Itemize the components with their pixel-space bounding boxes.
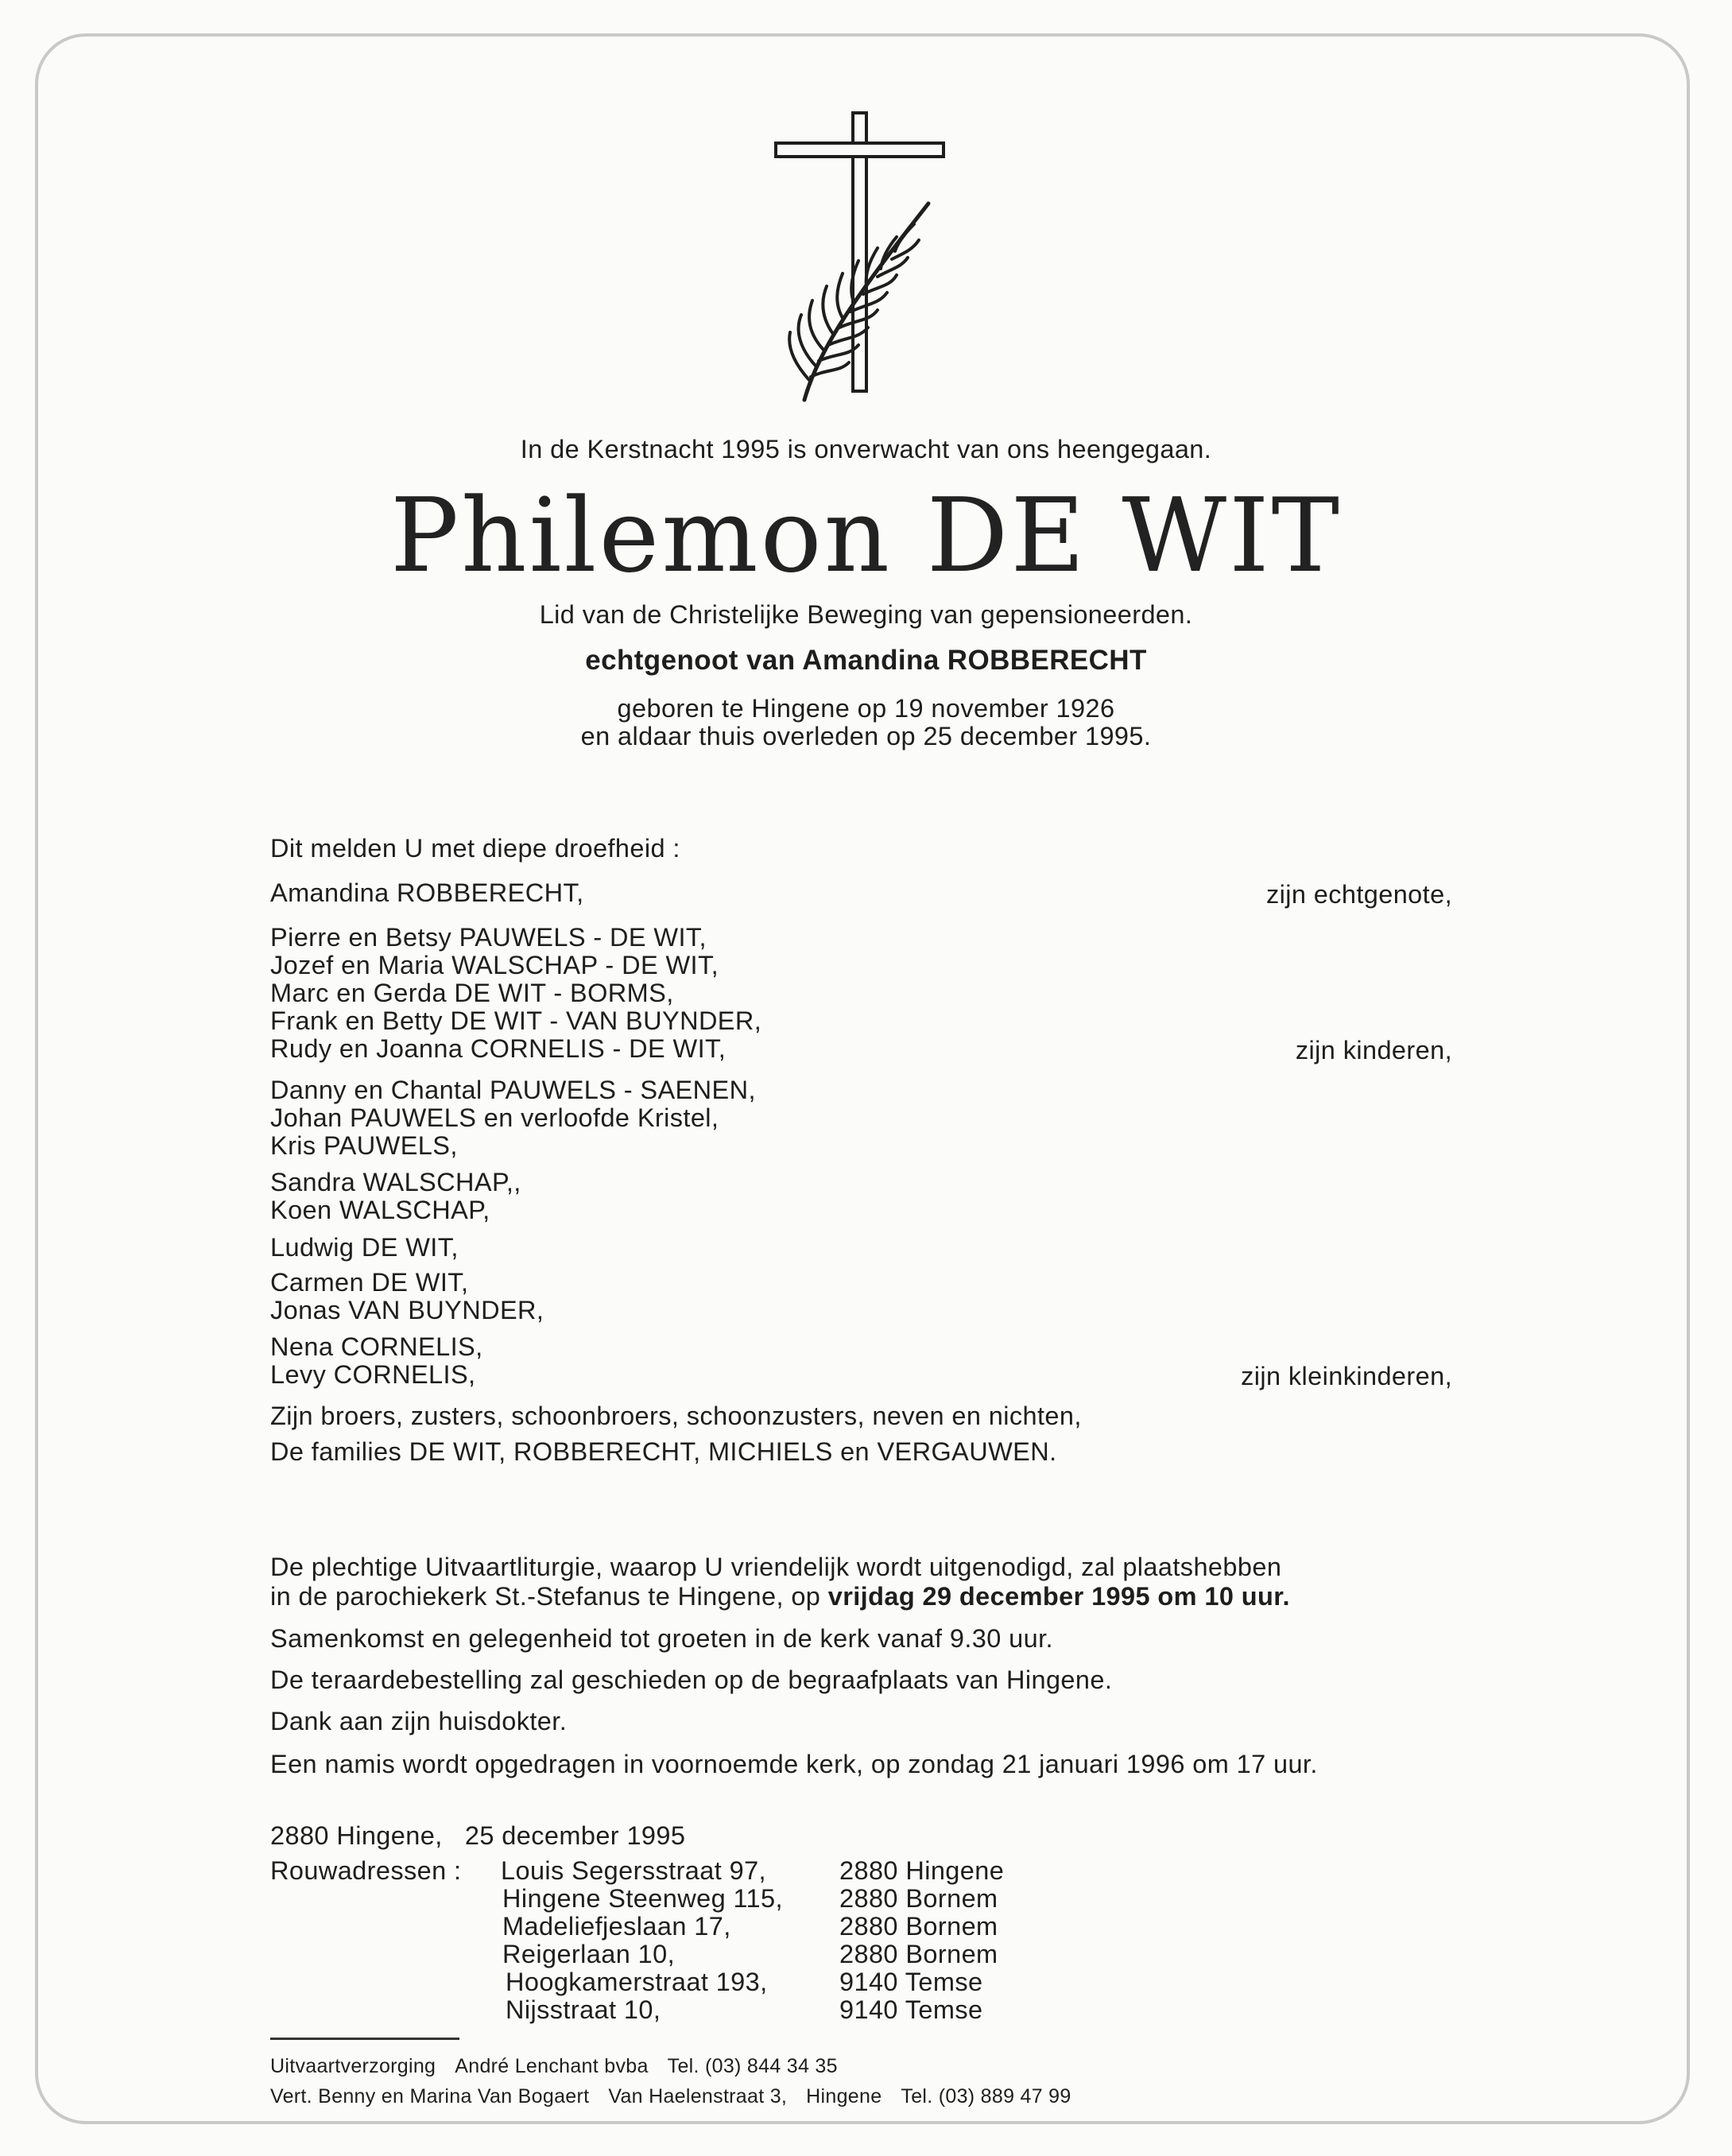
membership-text: Lid van de Christelijke Beweging van gepensioneerden. — [539, 600, 1193, 629]
death-text: en aldaar thuis overleden op 25 december 1995. — [580, 722, 1152, 750]
address-city: 9140 Temse — [839, 1968, 983, 1996]
role-children: zijn kinderen, — [1295, 1036, 1452, 1064]
family-grandchild: Jonas VAN BUYNDER, — [270, 1296, 544, 1324]
mass-text: Een namis wordt opgedragen in voornoemde kerk, op zondag 21 januari 1996 om 17 uur. — [270, 1750, 1318, 1778]
family-grandchild: Danny en Chantal PAUWELS - SAENEN, — [270, 1076, 756, 1104]
relatives-text: Zijn broers, zusters, schoonbroers, schoonzusters, neven en nichten, — [270, 1402, 1082, 1430]
service-datetime: vrijdag 29 december 1995 om 10 uur. — [827, 1582, 1290, 1611]
address-city: 2880 Bornem — [839, 1884, 998, 1913]
role-spouse: zijn echtgenote, — [1265, 880, 1452, 909]
family-child: Rudy en Joanna CORNELIS - DE WIT, — [270, 1034, 727, 1063]
family-grandchild: Johan PAUWELS en verloofde Kristel, — [270, 1103, 719, 1132]
spouse-line: echtgenoot van Amandina ROBBERECHT — [585, 645, 1147, 676]
birth-text: geboren te Hingene op 19 november 1926 — [617, 694, 1115, 723]
representative-phone: Tel. (03) 889 47 99 — [901, 2085, 1071, 2108]
family-child: Frank en Betty DE WIT - VAN BUYNDER, — [270, 1006, 762, 1035]
undertaker-phone: Tel. (03) 844 34 35 — [667, 2055, 838, 2077]
cross-palm-icon — [763, 110, 954, 405]
thanks-text: Dank aan zijn huisdokter. — [270, 1707, 568, 1735]
family-grandchild: Koen WALSCHAP, — [270, 1196, 490, 1224]
family-grandchild: Ludwig DE WIT, — [270, 1233, 459, 1262]
family-child: Jozef en Maria WALSCHAP - DE WIT, — [270, 951, 719, 979]
place-date: 2880 Hingene, 25 december 1995 — [270, 1821, 686, 1850]
address-street: Louis Segersstraat 97, — [501, 1856, 766, 1885]
undertaker-label: Uitvaartverzorging — [270, 2055, 436, 2077]
burial-text: De teraardebestelling zal geschieden op de begraafplaats van Hingene. — [270, 1665, 1113, 1694]
family-grandchild: Nena CORNELIS, — [270, 1332, 483, 1361]
address-city: 9140 Temse — [839, 1995, 983, 2024]
representative-address: Van Haelenstraat 3, — [608, 2085, 788, 2108]
family-grandchild: Carmen DE WIT, — [270, 1268, 469, 1297]
intro-text: In de Kerstnacht 1995 is onverwacht van ons heengegaan. — [520, 435, 1212, 463]
address-city: 2880 Bornem — [839, 1912, 998, 1941]
address-street: Madeliefjeslaan 17, — [502, 1912, 731, 1941]
representative-line — [270, 2084, 1071, 2108]
address-street: Hingene Steenweg 115, — [502, 1884, 783, 1913]
family-child: Pierre en Betsy PAUWELS - DE WIT, — [270, 923, 707, 952]
undertaker-line — [270, 2054, 838, 2078]
deceased-name: Philemon DE WIT — [390, 477, 1342, 595]
representative-name: Vert. Benny en Marina Van Bogaert — [270, 2085, 590, 2108]
service-line-2 — [270, 1581, 1290, 1611]
address-street: Hoogkamerstraat 193, — [506, 1968, 768, 1996]
family-grandchild: Kris PAUWELS, — [270, 1131, 458, 1160]
address-street: Reigerlaan 10, — [502, 1940, 675, 1968]
footer-divider — [270, 2038, 459, 2040]
family-grandchild: Levy CORNELIS, — [270, 1360, 476, 1389]
address-street: Nijsstraat 10, — [506, 1995, 661, 2024]
family-grandchild: Sandra WALSCHAP,, — [270, 1168, 521, 1196]
gathering-text: Samenkomst en gelegenheid tot groeten in de kerk vanaf 9.30 uur. — [270, 1624, 1053, 1653]
address-city: 2880 Bornem — [839, 1940, 998, 1968]
address-city: 2880 Hingene — [839, 1856, 1005, 1885]
service-line-1: De plechtige Uitvaartliturgie, waarop U vriendelijk wordt uitgenodigd, zal plaatshebben — [270, 1553, 1282, 1581]
representative-town: Hingene — [806, 2085, 882, 2108]
role-grandchildren: zijn kleinkinderen, — [1241, 1362, 1452, 1390]
family-child: Marc en Gerda DE WIT - BORMS, — [270, 979, 674, 1007]
service-location: in de parochiekerk St.-Stefanus te Hingene, op — [270, 1582, 828, 1611]
addresses-label: Rouwadressen : — [270, 1856, 462, 1885]
undertaker-company: André Lenchant bvba — [455, 2055, 649, 2077]
family-spouse: Amandina ROBBERECHT, — [270, 878, 584, 907]
announce-text: Dit melden U met diepe droefheid : — [270, 834, 680, 863]
families-text: De families DE WIT, ROBBERECHT, MICHIELS en VERGAUWEN. — [270, 1437, 1057, 1466]
